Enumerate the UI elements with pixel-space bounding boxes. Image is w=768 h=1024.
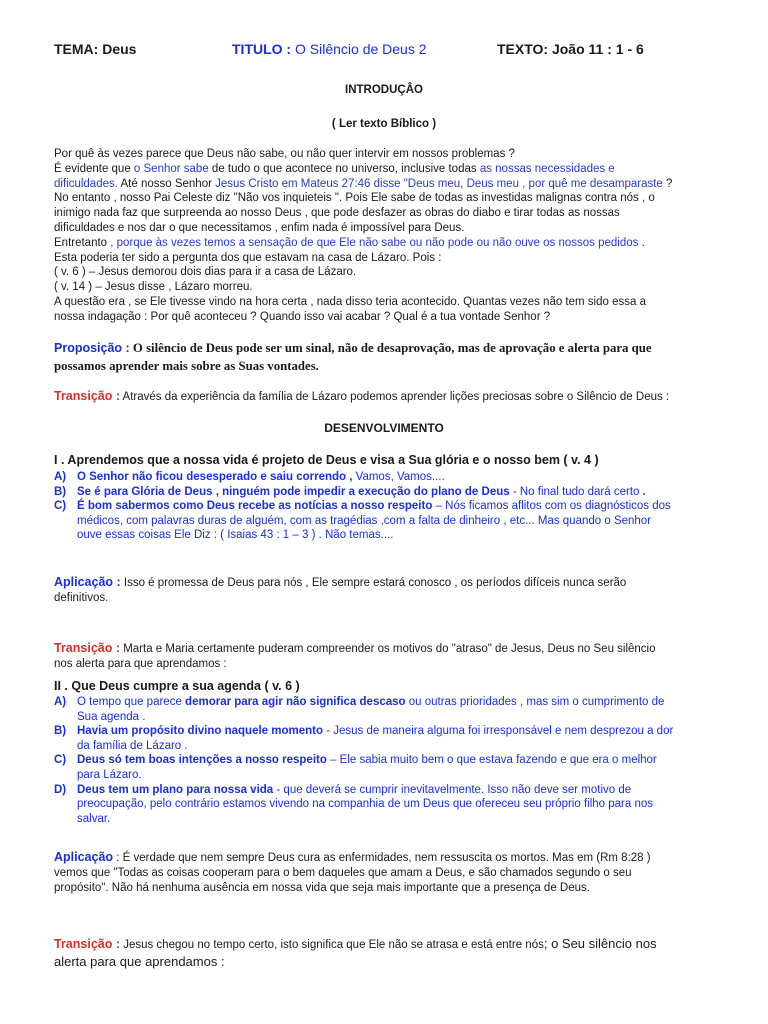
desenvolvimento-heading: DESENVOLVIMENTO bbox=[324, 421, 444, 435]
intro-line: Entretanto , porque às vezes temos a sensação de que Ele não sabe ou não pode ou não ouve os nossos pedidos . bbox=[54, 236, 645, 249]
list-item: A) O Senhor não ficou desesperado e saiu correndo , Vamos, Vamos.... bbox=[54, 471, 445, 483]
item-key: B) bbox=[54, 725, 67, 738]
tema-label: TEMA: bbox=[54, 41, 99, 57]
intro-line: ( v. 6 ) – Jesus demorou dois dias para ir a casa de Lázaro. bbox=[54, 266, 357, 279]
titulo-value: O Silêncio de Deus 2 bbox=[295, 41, 427, 57]
item-key: A) bbox=[54, 696, 67, 708]
transicao-text: Através da experiência da família de Lázaro podemos aprender lições preciosas sobre o Silêncio de Deus : bbox=[120, 391, 670, 403]
tema bbox=[54, 41, 136, 57]
item-key: D) bbox=[54, 783, 67, 796]
intro-line: nossa indagação : Por quê aconteceu ? Quando isso vai acabar ? Qual é a tua vontade Senhor ? bbox=[54, 310, 551, 323]
section-1-list bbox=[54, 470, 744, 543]
intro-line: É evidente que o Senhor sabe de tudo o que acontece no universo, inclusive todas as nossas necessidades e bbox=[54, 162, 615, 175]
proposicao-label: Proposição : bbox=[54, 341, 130, 355]
list-item: C) É bom sabermos como Deus recebe as notícias a nosso respeito – Nós ficamos aflitos com os diagnósticos dos médicos, com palavras duras de alguém, com as tragédias ,com a falta de dinheiro , etc... Mas quando o Senhor ouve essas coisas Ele Diz : ( Isaias 43 : 1 – 3 ) . Não temas.... bbox=[54, 500, 671, 542]
texto-label: TEXTO: bbox=[497, 41, 549, 57]
proposicao bbox=[54, 340, 730, 375]
texto bbox=[497, 41, 644, 57]
section-1-heading: I . Aprendemos que a nossa vida é projeto de Deus e visa a Sua glória e o nosso bem ( v. 4 ) bbox=[54, 453, 599, 467]
aplicacao-label: Aplicação : bbox=[54, 575, 121, 589]
titulo-label: TITULO : bbox=[232, 41, 292, 57]
intro-line: A questão era , se Ele tivesse vindo na hora certa , nada disso teria acontecido. Quantas vezes não tem sido essa a bbox=[54, 295, 646, 308]
item-key: C) bbox=[54, 754, 67, 767]
proposicao-text: possamos aprender mais sobre as Suas vontades. bbox=[54, 359, 319, 373]
intro-line: inimigo nada faz que surpreenda ao nosso Deus , que pode desfazer as obras do diabo e tirar todas as nossas bbox=[54, 207, 620, 220]
intro-paragraph bbox=[54, 147, 730, 325]
aplicacao-2: Aplicação : É verdade que nem sempre Deus cura as enfermidades, nem ressuscita os mortos. Mas em (Rm 8:28 ) vemos que "Todas as coisas cooperam para o bem daqueles que amam a Deus, e são chamados segundo o seu propósito". Não há nenhuma ausência em nossa vida que seja mais importante que a presença de Deus. bbox=[54, 850, 651, 894]
intro-line: dificuldades. Até nosso Senhor Jesus Cristo em Mateus 27:46 disse "Deus meu, Deus meu , por quê me desamparaste ? bbox=[54, 177, 673, 190]
transicao-3: Transição : Jesus chegou no tempo certo, isto significa que Ele não se atrasa e está entre nós; o Seu silêncio nos alerta para que aprendamos : bbox=[54, 936, 657, 969]
intro-heading: INTRODUÇÂO bbox=[345, 84, 423, 96]
section-2-list bbox=[54, 695, 744, 826]
transicao-label: Transição : bbox=[54, 641, 120, 655]
intro-line: Por quê às vezes parece que Deus não sabe, ou não quer intervir em nossos problemas ? bbox=[54, 148, 515, 160]
intro-line: ( v. 14 ) – Jesus disse , Lázaro morreu. bbox=[54, 281, 253, 294]
aplicacao-label: Aplicação bbox=[54, 850, 114, 864]
titulo bbox=[232, 41, 427, 57]
intro-line: Esta poderia ter sido a pergunta dos que estavam na casa de Lázaro. Pois : bbox=[54, 251, 442, 264]
aplicacao-1: Aplicação : Isso é promessa de Deus para nós , Ele sempre estará conosco , os períodos difíceis nunca serão definitivos. bbox=[54, 575, 627, 604]
intro-line: No entanto , nosso Pai Celeste diz "Não vos inquieteis ". Pois Ele sabe de todas as investidas malignas contra nós , o bbox=[54, 192, 655, 205]
section-2-heading: II . Que Deus cumpre a sua agenda ( v. 6 ) bbox=[54, 679, 300, 693]
list-item: C) Deus só tem boas intenções a nosso respeito – Ele sabia muito bem o que estava fazendo e que era o melhor para Lázaro. bbox=[54, 754, 657, 781]
item-key: B) bbox=[54, 485, 67, 498]
proposicao-text: O silêncio de Deus pode ser um sinal, não de desaprovação, mas de aprovação e alerta para que bbox=[129, 341, 652, 355]
list-item: D) Deus tem um plano para nossa vida - que deverá se cumprir inevitavelmente. Isso não deve ser motivo de preocupação, pelo contrário estamos vivendo na companhia de um Deus que ofereceu seu próprio filho para nos salvar. bbox=[54, 783, 653, 825]
list-item: B) Se é para Glória de Deus , ninguém pode impedir a execução do plano de Deus - No final tudo dará certo . bbox=[54, 485, 646, 498]
transicao-label: Transição : bbox=[54, 937, 120, 951]
transicao-1 bbox=[54, 389, 730, 405]
intro-line: dificuldades e nos dar o que necessitamos , enfim nada é impossível para Deus. bbox=[54, 221, 465, 234]
transicao-label: Transição : bbox=[54, 389, 120, 403]
list-item: A) O tempo que parece demorar para agir não significa descaso ou outras prioridades , mas sim o cumprimento de Sua agenda . bbox=[54, 696, 665, 723]
intro-subheading: ( Ler texto Bíblico ) bbox=[331, 118, 437, 130]
item-key: A) bbox=[54, 471, 67, 483]
transicao-2: Transição : Marta e Maria certamente puderam compreender os motivos do "atraso" de Jesus, Deus no Seu silêncio nos alerta para que aprendamos : bbox=[54, 641, 656, 670]
list-item: B) Havia um propósito divino naquele momento - Jesus de maneira alguma foi irresponsável e nem desprezou a dor da família de Lázaro . bbox=[54, 725, 674, 752]
tema-value: Deus bbox=[102, 41, 137, 57]
item-key: C) bbox=[54, 500, 67, 513]
texto-value: João 11 : 1 - 6 bbox=[551, 41, 644, 57]
